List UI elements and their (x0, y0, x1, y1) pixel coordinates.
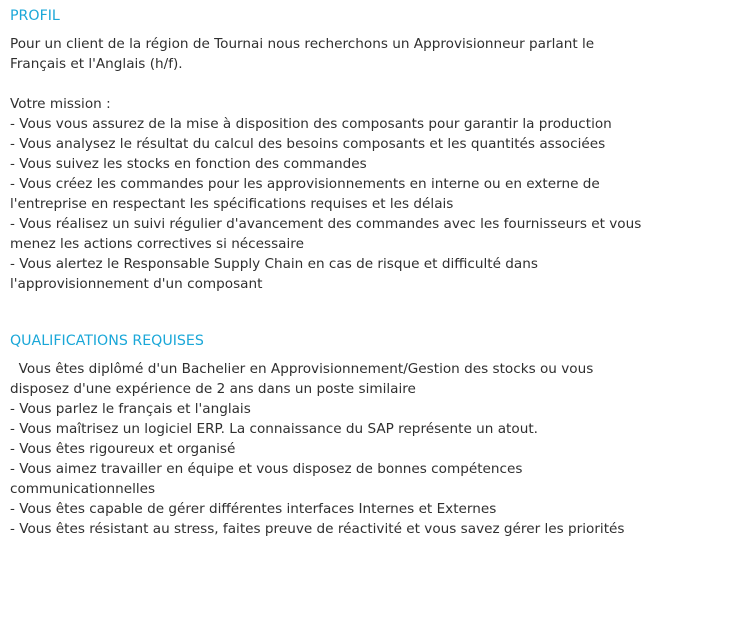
qualification-line: Vous êtes diplômé d'un Bachelier en Approvisionnement/Gestion des stocks ou vous (10, 361, 594, 377)
mission-line: - Vous réalisez un suivi régulier d'avancement des commandes avec les fournisseurs et vous (10, 216, 642, 232)
mission-line: l'entreprise en respectant les spécifications requises et les délais (10, 196, 454, 212)
qualification-line: disposez d'une expérience de 2 ans dans un poste similaire (10, 381, 416, 397)
mission-line: menez les actions correctives si nécessaire (10, 236, 304, 252)
qualification-line: communicationnelles (10, 481, 156, 497)
spacer (10, 74, 738, 94)
spacer (10, 351, 738, 359)
qualification-line: - Vous aimez travailler en équipe et vous disposez de bonnes compétences (10, 461, 523, 477)
qualification-line: - Vous parlez le français et l'anglais (10, 401, 251, 417)
mission-heading: Votre mission : (10, 96, 111, 112)
mission-line: - Vous suivez les stocks en fonction des commandes (10, 156, 367, 172)
mission-line: - Vous alertez le Responsable Supply Chain en cas de risque et difficulté dans (10, 256, 538, 272)
qualification-line: - Vous maîtrisez un logiciel ERP. La connaissance du SAP représente un atout. (10, 421, 538, 437)
mission-line: - Vous vous assurez de la mise à disposition des composants pour garantir la production (10, 116, 612, 132)
qualification-line: - Vous êtes rigoureux et organisé (10, 441, 236, 457)
profil-title: PROFIL (10, 8, 60, 24)
qualification-line: - Vous êtes résistant au stress, faites preuve de réactivité et vous savez gérer les priorités (10, 521, 625, 537)
qualification-line: - Vous êtes capable de gérer différentes interfaces Internes et Externes (10, 501, 497, 517)
profil-intro-line-2: Français et l'Anglais (h/f). (10, 56, 183, 72)
spacer (10, 26, 738, 34)
mission-line: l'approvisionnement d'un composant (10, 276, 263, 292)
mission-line: - Vous analysez le résultat du calcul des besoins composants et les quantités associées (10, 136, 606, 152)
mission-line: - Vous créez les commandes pour les approvisionnements en interne ou en externe de (10, 176, 600, 192)
qualifications-section (10, 331, 738, 539)
section-spacer (10, 294, 738, 331)
profil-section (10, 6, 738, 294)
profil-intro-line-1: Pour un client de la région de Tournai nous recherchons un Approvisionneur parlant le (10, 36, 595, 52)
qualifications-title: QUALIFICATIONS REQUISES (10, 333, 204, 349)
